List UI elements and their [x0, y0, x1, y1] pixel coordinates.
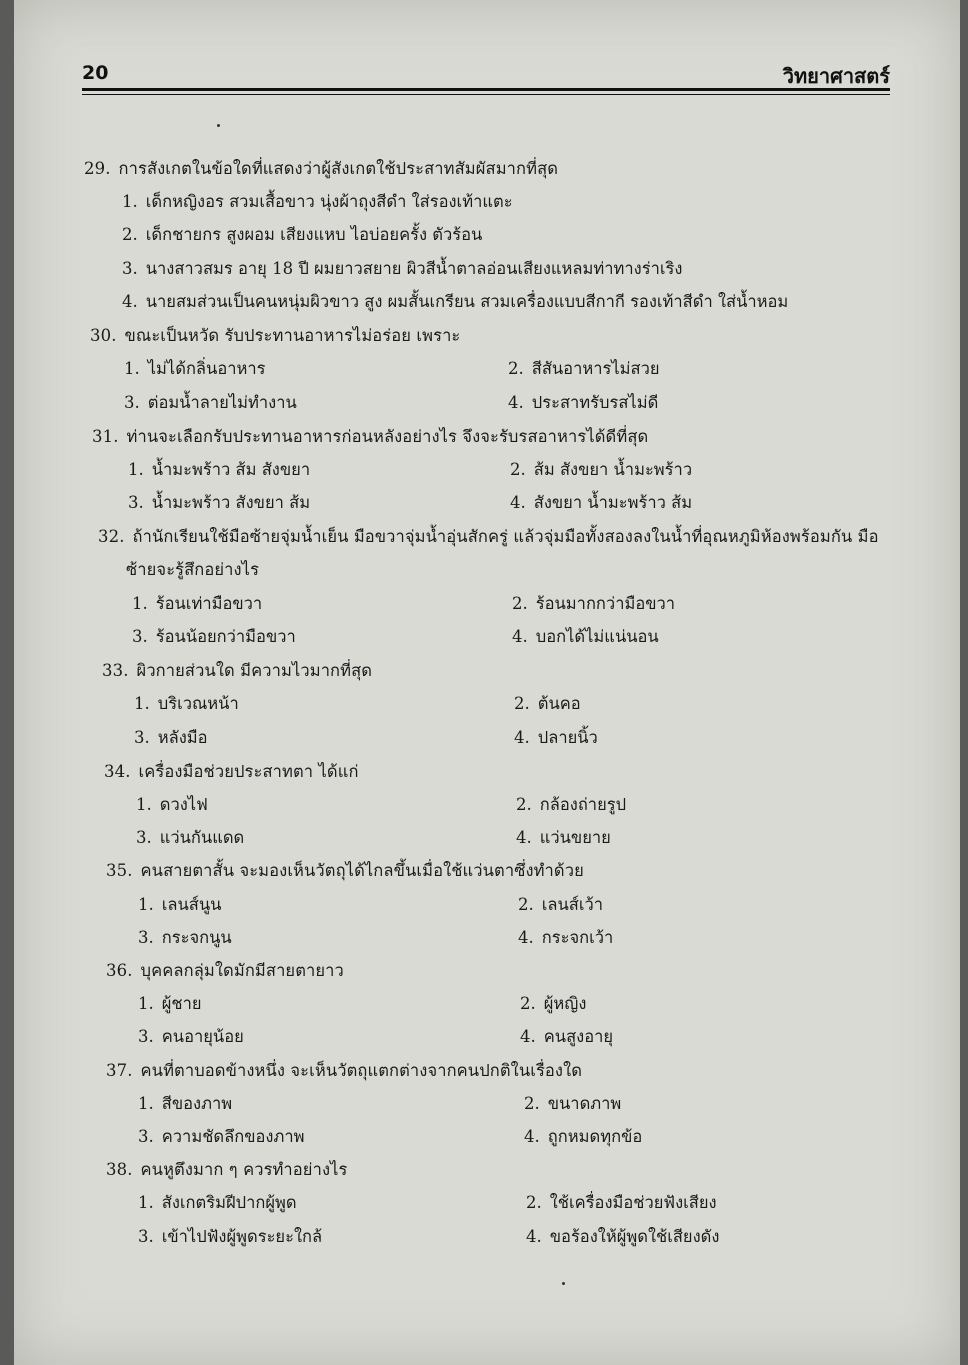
- option-38-1: 1. สังเกตริมฝีปากผู้พูด: [138, 1193, 297, 1212]
- option-34-3: 3. แว่นกันแดด: [136, 828, 245, 847]
- page: [14, 0, 960, 1365]
- option-33-1: 1. บริเวณหน้า: [134, 694, 239, 713]
- option-35-4: 4. กระจกเว้า: [518, 928, 614, 947]
- question-29: 29. การสังเกตในข้อใดที่แสดงว่าผู้สังเกตใช้ประสาทสัมผัสมากที่สุด: [84, 159, 559, 178]
- option-36-2: 2. ผู้หญิง: [520, 994, 587, 1013]
- option-29-4: 4. นายสมส่วนเป็นคนหนุ่มผิวขาว สูง ผมสั้นเกรียน สวมเครื่องแบบสีกากี รองเท้าสีดำ ใส่น้ำหอม: [122, 292, 789, 311]
- option-33-4: 4. ปลายนิ้ว: [514, 728, 598, 747]
- option-34-2: 2. กล้องถ่ายรูป: [516, 795, 627, 814]
- option-30-4: 4. ประสาทรับรสไม่ดี: [508, 393, 659, 412]
- option-38-2: 2. ใช้เครื่องมือช่วยฟังเสียง: [526, 1193, 717, 1212]
- question-36: 36. บุคคลกลุ่มใดมักมีสายตายาว: [106, 961, 344, 980]
- page-header: [82, 58, 890, 98]
- option-33-3: 3. หลังมือ: [134, 728, 208, 747]
- option-30-1: 1. ไม่ได้กลิ่นอาหาร: [124, 359, 266, 378]
- option-32-3: 3. ร้อนน้อยกว่ามือขวา: [132, 627, 296, 646]
- question-32: 32. ถ้านักเรียนใช้มือซ้ายจุ่มน้ำเย็น มือขวาจุ่มน้ำอุ่นสักครู่ แล้วจุ่มมือทั้งสองลงในน้ำที่อุณหภูมิห้องพร้อมกัน มือ: [98, 527, 879, 546]
- option-32-1: 1. ร้อนเท่ามือขวา: [132, 594, 263, 613]
- option-30-2: 2. สีสันอาหารไม่สวย: [508, 359, 660, 378]
- option-31-4: 4. สังขยา น้ำมะพร้าว ส้ม: [510, 493, 693, 512]
- option-37-1: 1. สีของภาพ: [138, 1094, 233, 1113]
- option-31-2: 2. ส้ม สังขยา น้ำมะพร้าว: [510, 460, 693, 479]
- question-37: 37. คนที่ตาบอดข้างหนึ่ง จะเห็นวัตถุแตกต่างจากคนปกติในเรื่องใด: [106, 1061, 583, 1080]
- option-29-1: 1. เด็กหญิงอร สวมเสื้อขาว นุ่งผ้าถุงสีดำ ใส่รองเท้าแตะ: [122, 192, 513, 211]
- option-35-1: 1. เลนส์นูน: [138, 895, 222, 914]
- question-35: 35. คนสายตาสั้น จะมองเห็นวัตถุได้ไกลขึ้นเมื่อใช้แว่นตาซึ่งทำด้วย: [106, 861, 584, 880]
- option-36-3: 3. คนอายุน้อย: [138, 1027, 244, 1046]
- ink-speck: [217, 124, 220, 127]
- question-30: 30. ขณะเป็นหวัด รับประทานอาหารไม่อร่อย เพราะ: [90, 326, 461, 345]
- option-32-4: 4. บอกได้ไม่แน่นอน: [512, 627, 659, 646]
- option-30-3: 3. ต่อมน้ำลายไม่ทำงาน: [124, 393, 297, 412]
- option-34-1: 1. ดวงไฟ: [136, 795, 208, 814]
- question-38: 38. คนหูตึงมาก ๆ ควรทำอย่างไร: [106, 1160, 348, 1179]
- question-34: 34. เครื่องมือช่วยประสาทตา ได้แก่: [104, 762, 359, 781]
- option-35-3: 3. กระจกนูน: [138, 928, 232, 947]
- section-title: วิทยาศาสตร์: [782, 64, 890, 88]
- option-36-4: 4. คนสูงอายุ: [520, 1027, 614, 1046]
- option-38-3: 3. เข้าไปฟังผู้พูดระยะใกล้: [138, 1227, 323, 1246]
- option-31-3: 3. น้ำมะพร้าว สังขยา ส้ม: [128, 493, 311, 512]
- question-31: 31. ท่านจะเลือกรับประทานอาหารก่อนหลังอย่างไร จึงจะรับรสอาหารได้ดีที่สุด: [92, 427, 649, 446]
- option-37-4: 4. ถูกหมดทุกข้อ: [524, 1127, 643, 1146]
- option-31-1: 1. น้ำมะพร้าว ส้ม สังขยา: [128, 460, 311, 479]
- question-33: 33. ผิวกายส่วนใด มีความไวมากที่สุด: [102, 661, 373, 680]
- option-29-3: 3. นางสาวสมร อายุ 18 ปี ผมยาวสยาย ผิวสีน้ำตาลอ่อนเสียงแหลมท่าทางร่าเริง: [122, 259, 683, 278]
- ink-speck: [562, 1282, 565, 1285]
- option-38-4: 4. ขอร้องให้ผู้พูดใช้เสียงดัง: [526, 1227, 720, 1246]
- option-37-3: 3. ความชัดลึกของภาพ: [138, 1127, 305, 1146]
- option-34-4: 4. แว่นขยาย: [516, 828, 611, 847]
- header-rule-thin: [82, 94, 890, 95]
- option-33-2: 2. ต้นคอ: [514, 694, 581, 713]
- page-number: 20: [82, 62, 109, 84]
- option-29-2: 2. เด็กชายกร สูงผอม เสียงแหบ ไอบ่อยครั้ง ตัวร้อน: [122, 225, 483, 244]
- option-32-2: 2. ร้อนมากกว่ามือขวา: [512, 594, 676, 613]
- option-35-2: 2. เลนส์เว้า: [518, 895, 604, 914]
- option-37-2: 2. ขนาดภาพ: [524, 1094, 622, 1113]
- option-36-1: 1. ผู้ชาย: [138, 994, 202, 1013]
- header-rule: [82, 88, 890, 91]
- question-32-continued: ซ้ายจะรู้สึกอย่างไร: [126, 560, 260, 579]
